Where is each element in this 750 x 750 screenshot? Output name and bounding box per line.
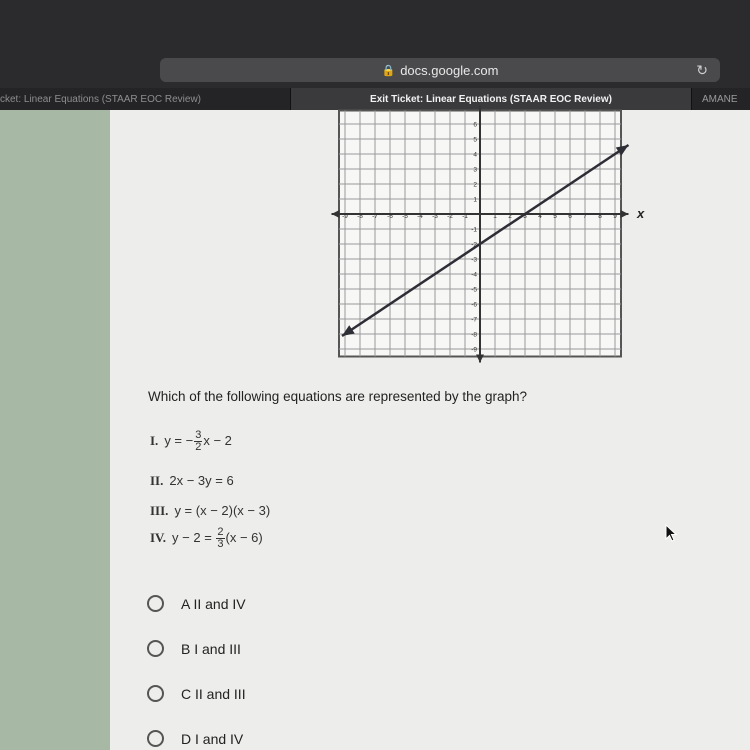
x-axis-arrow xyxy=(621,210,629,218)
equation-i: I. y = − $\frac{3}{2}$ x − 2 xyxy=(150,429,232,453)
tab-label: cket: Linear Equations (STAAR EOC Review) xyxy=(0,93,202,105)
option-c[interactable] xyxy=(147,685,246,702)
tab-previous[interactable] xyxy=(0,88,290,110)
x-tick-label: 7 xyxy=(583,213,587,220)
y-tick-label: -5 xyxy=(471,286,477,294)
option-label: A II and IV xyxy=(181,595,246,612)
x-tick-label: -3 xyxy=(432,213,438,220)
y-tick-label: 4 xyxy=(473,151,477,159)
x-tick-label: -2 xyxy=(447,213,453,220)
x-tick-label: 2 xyxy=(508,213,512,220)
tab-label: Exit Ticket: Linear Equations (STAAR EOC Review) xyxy=(370,93,612,105)
y-tick-label: 1 xyxy=(473,196,477,204)
option-a[interactable] xyxy=(147,595,246,612)
address-bar[interactable] xyxy=(160,58,720,82)
mouse-pointer-icon xyxy=(665,524,679,544)
radio-button[interactable] xyxy=(147,640,164,657)
equation-iv: IV. y − 2 = $\frac{2}{3}$ (x − 6) xyxy=(150,526,263,550)
side-panel xyxy=(0,110,110,750)
y-tick-label: -3 xyxy=(471,256,477,264)
tab-active[interactable] xyxy=(290,88,692,110)
y-tick-label: -1 xyxy=(471,226,477,234)
x-tick-label: 9 xyxy=(613,213,617,220)
option-label: D I and IV xyxy=(181,730,244,747)
y-tick-label: -2 xyxy=(471,241,477,249)
lock-icon: 🔒 xyxy=(381,64,396,77)
option-d[interactable] xyxy=(147,730,243,747)
equation-ii: II. 2x − 3y = 6 xyxy=(150,473,234,488)
tab-next[interactable] xyxy=(702,88,750,110)
tab-label: AMANE xyxy=(702,93,738,105)
x-tick-label: 6 xyxy=(568,213,572,220)
x-tick-label: 4 xyxy=(538,213,542,220)
equation-iii: III. y = (x − 2)(x − 3) xyxy=(150,503,271,518)
y-tick-label: -9 xyxy=(471,346,477,354)
x-tick-label: 8 xyxy=(598,213,602,220)
y-tick-label: 3 xyxy=(473,166,477,174)
x-tick-label: 1 xyxy=(493,213,497,220)
browser-toolbar xyxy=(0,0,750,88)
y-tick-label: -6 xyxy=(471,301,477,309)
x-tick-label: -9 xyxy=(342,213,348,220)
option-b[interactable] xyxy=(147,640,241,657)
y-tick-label: -8 xyxy=(471,331,477,339)
option-label: C II and III xyxy=(181,685,246,702)
x-tick-label: 3 xyxy=(523,213,527,220)
question-text: Which of the following equations are represented by the graph? xyxy=(148,389,527,404)
url-text: docs.google.com xyxy=(400,62,499,78)
radio-button[interactable] xyxy=(147,685,164,702)
x-tick-label: -5 xyxy=(402,213,408,220)
tab-bar xyxy=(0,88,750,110)
y-tick-label: 5 xyxy=(473,136,477,144)
coordinate-graph xyxy=(335,110,645,366)
y-tick-label: 2 xyxy=(473,181,477,189)
x-tick-label: -1 xyxy=(462,213,468,220)
y-tick-label: -4 xyxy=(471,271,477,279)
radio-button[interactable] xyxy=(147,730,164,747)
x-axis-label: x xyxy=(637,206,645,221)
reload-icon[interactable]: ↻ xyxy=(696,62,708,78)
y-axis-arrow xyxy=(476,355,484,363)
y-tick-label: 6 xyxy=(473,121,477,129)
x-tick-label: -7 xyxy=(372,213,378,220)
x-tick-label: -6 xyxy=(387,213,393,220)
x-tick-label: -4 xyxy=(417,213,423,220)
y-tick-label: -7 xyxy=(471,316,477,324)
x-tick-label: 5 xyxy=(553,213,557,220)
radio-button[interactable] xyxy=(147,595,164,612)
option-label: B I and III xyxy=(181,640,241,657)
x-tick-label: -8 xyxy=(357,213,363,220)
